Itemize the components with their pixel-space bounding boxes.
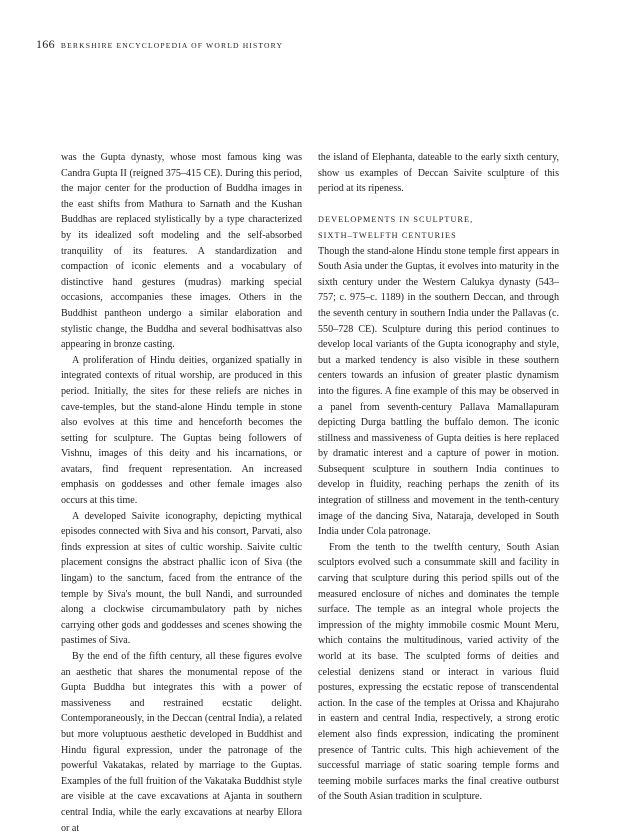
paragraph: Though the stand-alone Hindu stone temple first appears in South Asia under the Guptas, it evolves into maturity in the sixth century under the Western Calukya dynasty (543–757; c. 975–c. 1189) in the southern Deccan, and through the seventh century in southern India under the Pallavas (c. 550–728 CE). Sculpture during this period continues to develop local variants of the Gupta iconography and style, but a marked tendency is also visible in these southern centers towards an infusion of greater plastic dynamism into the figures. A fine example of this may be observed in a panel from seventh-century Pallava Mamallapuram depicting Durga battling the buffalo demon. The iconic stillness and massiveness of Gupta deities is here replaced by dramatic interest and a capture of power in motion. Subsequent sculpture in southern India continues to develop in fluidity, reaching perhaps the zenith of its integration of stillness and movement in the tenth-century image of the dancing Siva, Nataraja, developed in South India under Cola patronage. bbox=[318, 245, 559, 538]
page-number: 166 bbox=[36, 37, 55, 51]
paragraph: the island of Elephanta, dateable to the early sixth century, show us examples of Deccan Saivite sculpture of this period at its ripeness. bbox=[318, 152, 559, 195]
left-column bbox=[61, 150, 302, 836]
right-column bbox=[318, 150, 559, 805]
paragraph: A developed Saivite iconography, depicting mythical episodes connected with Siva and his consort, Parvati, also finds expression at sites of cultic worship. Saivite cultic placement consigns the abstract phallic icon of Siva (the lingam) to the sanctum, faced from the entrance of the temple by Siva's mount, the bull Nandi, and surrounded along a clockwise circumambulatory path by niches carrying other gods and goddesses and scenes showing the pastimes of Siva. bbox=[61, 510, 302, 647]
section-heading-line: SIXTH–TWELFTH CENTURIES bbox=[318, 230, 457, 240]
paragraph: By the end of the fifth century, all these figures evolve an aesthetic that shares the monumental repose of the Gupta Buddha but integrates this with a power of massiveness and restrained ecstatic delight. Contemporaneously, in the Deccan (central India), a related but more voluptuous aesthetic developed in Buddhist and Hindu figural expression, under the patronage of the powerful Vakatakas, related by marriage to the Guptas. Examples of the full fruition of the Vakataka Buddhist style are visible at the cave excavations at Ajanta in southern central India, while the early excavations at nearby Ellora or at bbox=[61, 651, 302, 834]
running-title: BERKSHIRE ENCYCLOPEDIA OF WORLD HISTORY bbox=[60, 41, 284, 50]
page-header bbox=[36, 37, 596, 51]
section-heading bbox=[318, 212, 559, 243]
paragraph: From the tenth to the twelfth century, South Asian sculptors evolved such a consummate skill and facility in carving that sculpture during this period spills out of the measured enclosure of niches and dominates the temple surface. The temple as an integral whole projects the impression of the mighty immobile cosmic Mount Meru, which contains the multitudinous, varied activity of the world at its base. The sculpted forms of deities and celestial denizens stand or interact in various fluid postures, expressing the ecstatic repose of transcendental action. In the case of the temples at Orissa and Khajuraho in eastern and central India, respectively, a strong erotic element also finds expression, indicating the prominent presence of Tantric cults. This high achievement of the successful marriage of static soaring temple forms and teeming mobile surfaces marks the final creative outburst of the South Asian tradition in sculpture. bbox=[318, 541, 559, 803]
paragraph: A proliferation of Hindu deities, organized spatially in integrated contexts of ritual worship, are produced in this period. Initially, the sites for these reliefs are niches in cave-temples, but the stand-alone Hindu temple in stone also evolves at this time and henceforth becomes the setting for sculpture. The Guptas being followers of Vishnu, images of this deity and his incarnations, or avatars, find frequent representation. An increased emphasis on goddesses and other female images also occurs at this time. bbox=[61, 354, 302, 507]
section-heading-line: DEVELOPMENTS IN SCULPTURE, bbox=[318, 215, 474, 225]
paragraph: was the Gupta dynasty, whose most famous king was Candra Gupta II (reigned 375–415 CE). During this period, the major center for the production of Buddha images in the east shifts from Mathura to Sarnath and the Kushan Buddhas are replaced stylistically by a type characterized by its idealized soft modeling and the self-absorbed tranquility of its features. A standardization and compaction of iconic elements and a vocabulary of distinctive hand gestures (mudras) marking special occasions, accompanies these images. Others in the Buddhist pantheon undergo a similar elaboration and stylistic change, the Buddha and several bodhisattvas also appearing in bronze casting. bbox=[61, 152, 302, 351]
